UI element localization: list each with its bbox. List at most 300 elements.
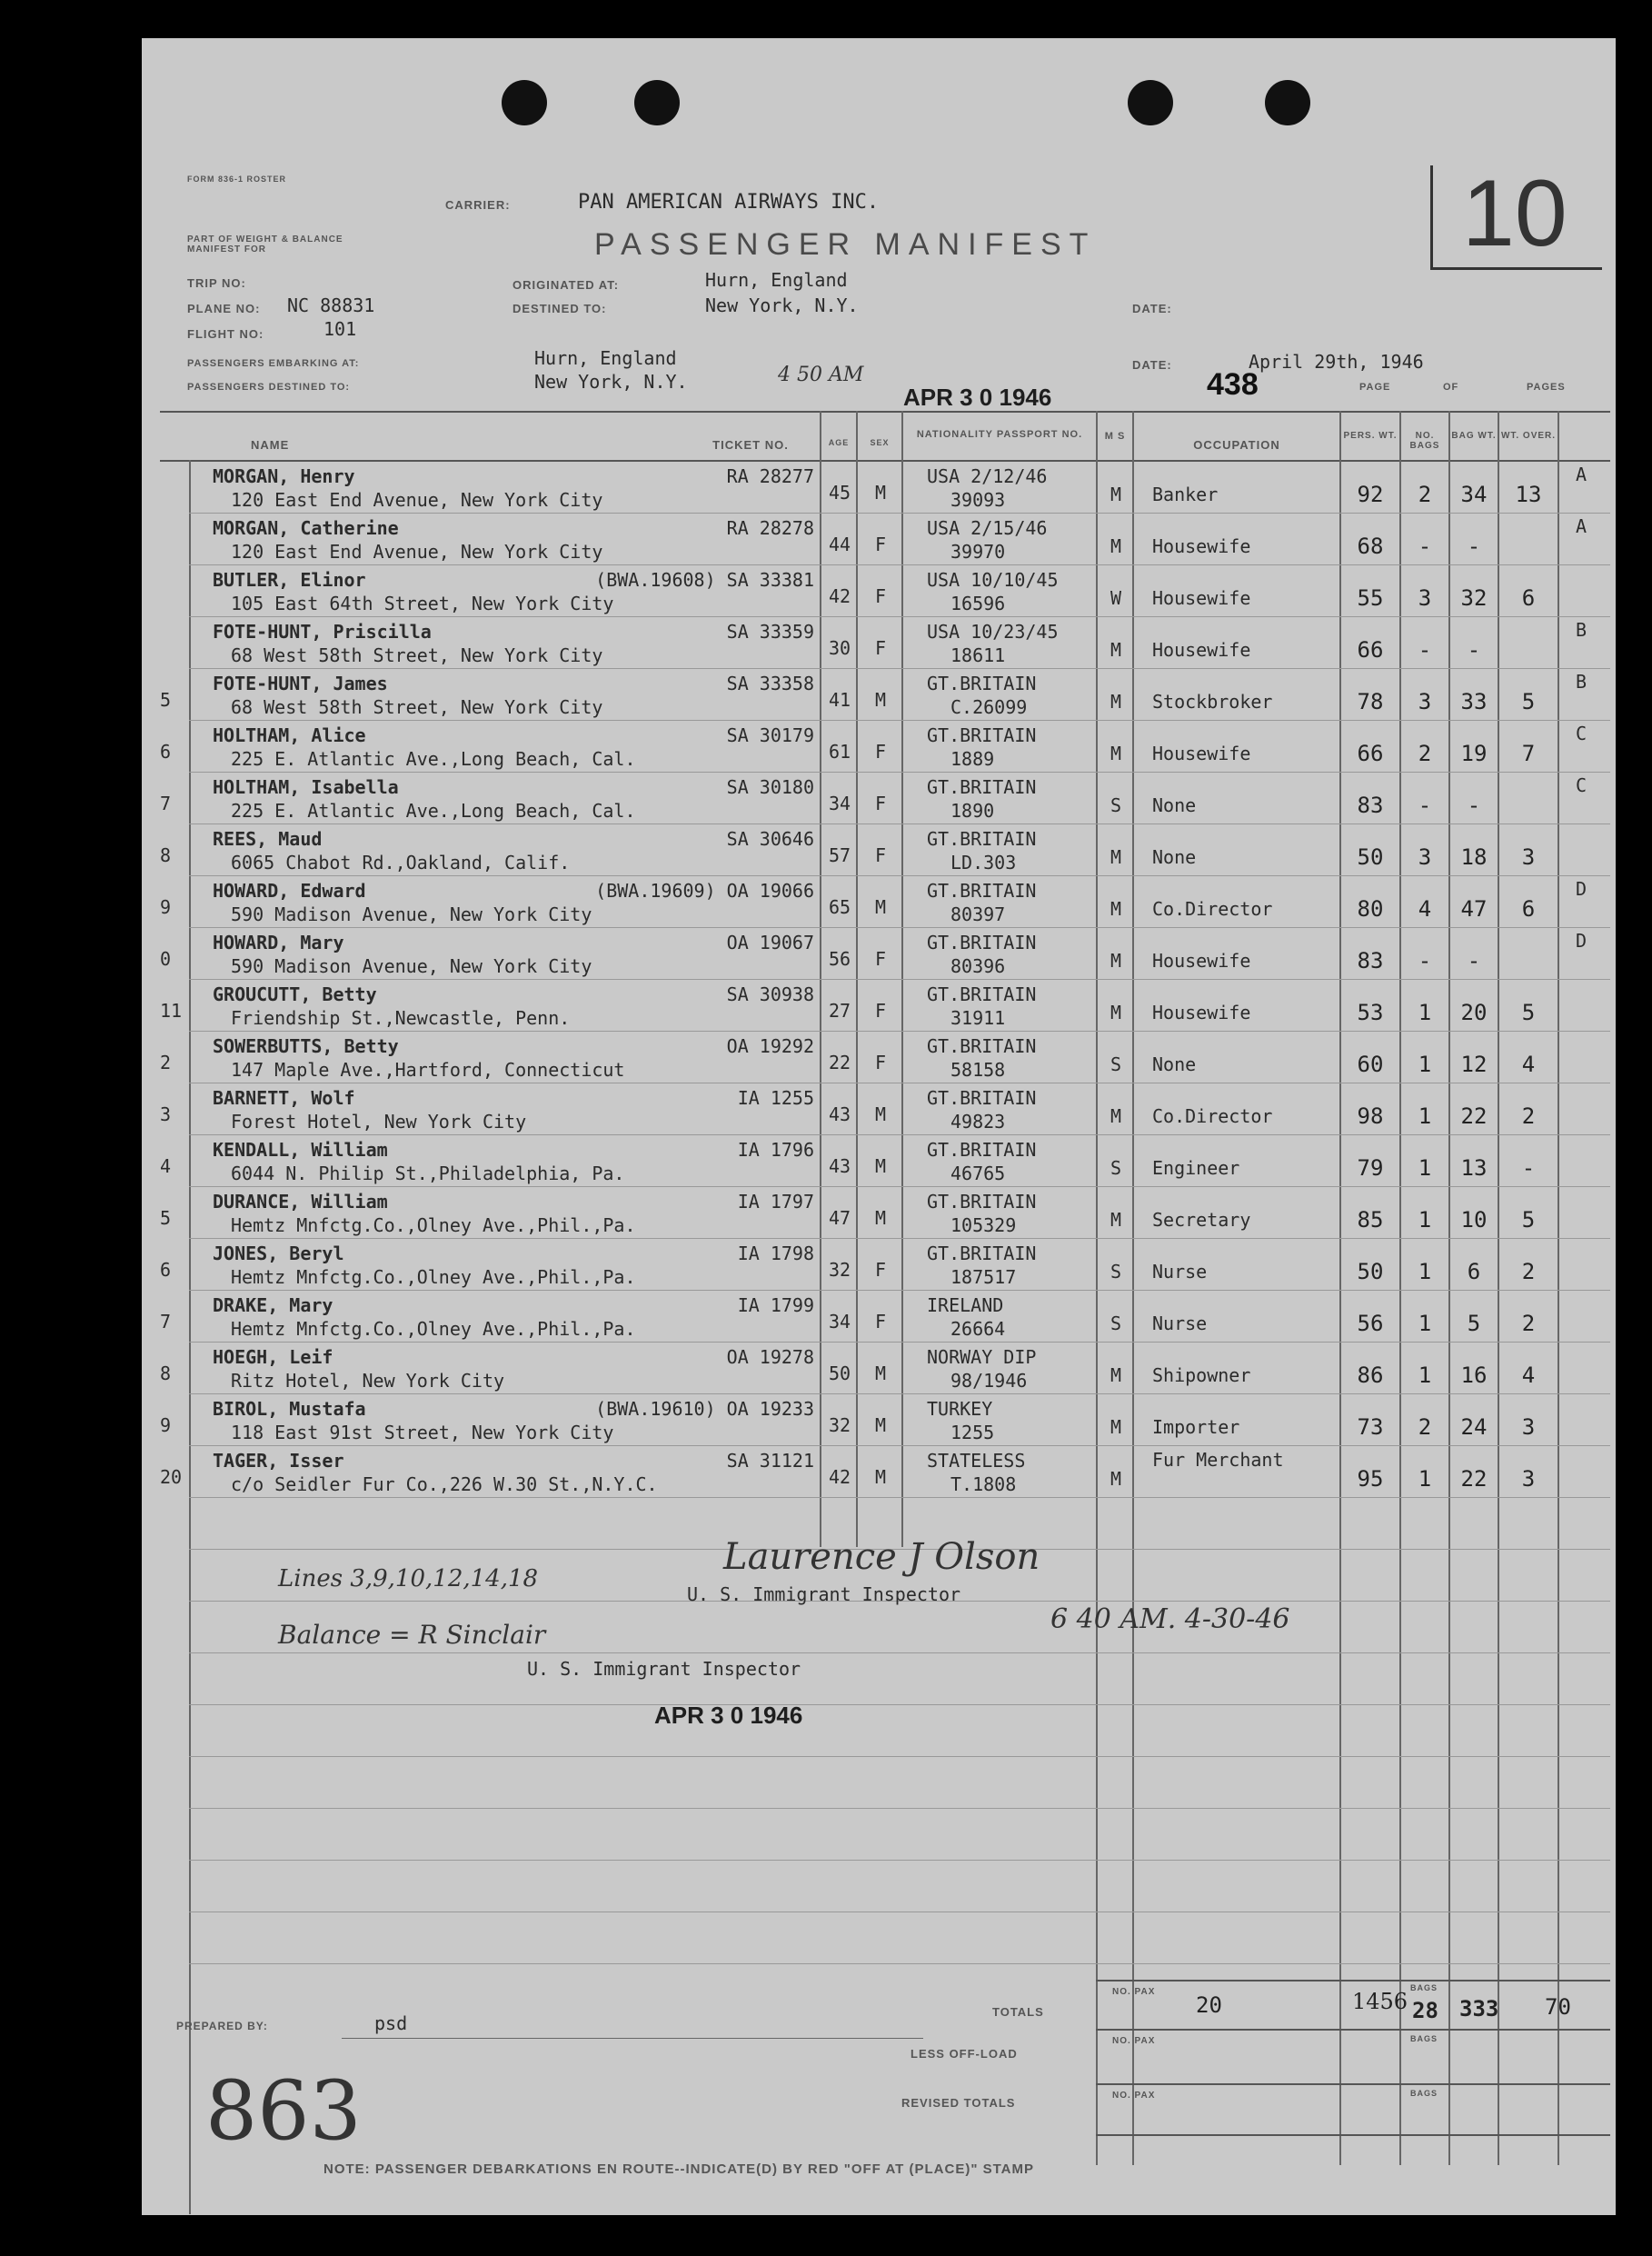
- no-bags: 1: [1418, 1103, 1432, 1129]
- plane-label: PLANE NO:: [187, 302, 261, 315]
- col-nationality: NATIONALITY PASSPORT NO.: [916, 429, 1083, 440]
- wt-over: 6: [1521, 896, 1536, 922]
- rule: [1498, 411, 1499, 2165]
- row-rule: [189, 979, 1610, 980]
- wt-over: 6: [1521, 585, 1536, 611]
- passport-number: 39970: [950, 541, 1006, 563]
- table-header-rule: [160, 460, 1610, 462]
- carrier-label: CARRIER:: [445, 198, 511, 212]
- totals-rule: [1096, 2083, 1610, 2085]
- less-offload-label: LESS OFF-LOAD: [911, 2047, 1018, 2061]
- passenger-address: Hemtz Mnfctg.Co.,Olney Ave.,Phil.,Pa.: [231, 1266, 636, 1288]
- bag-wt: -: [1467, 793, 1481, 818]
- trip-label: TRIP NO:: [187, 276, 246, 290]
- wt-over: 2: [1521, 1103, 1536, 1129]
- sex: F: [874, 741, 887, 763]
- occupation: Importer: [1152, 1416, 1240, 1438]
- row-number: 9: [160, 896, 172, 918]
- col-pers-wt: PERS. WT.: [1343, 431, 1398, 441]
- ticket-number: (BWA.19609) OA 19066: [595, 880, 814, 902]
- no-bags: 1: [1418, 1207, 1432, 1233]
- no-bags: 1: [1418, 1000, 1432, 1025]
- flight-label: FLIGHT NO:: [187, 327, 264, 341]
- rule: [1339, 411, 1341, 2165]
- nationality: GT.BRITAIN: [927, 1243, 1037, 1264]
- no-pax-label: NO. PAX: [1112, 2036, 1156, 2046]
- passenger-address: 120 East End Avenue, New York City: [231, 489, 603, 511]
- occupation: Stockbroker: [1152, 691, 1273, 713]
- marital-status: M: [1110, 484, 1122, 505]
- passport-number: 16596: [950, 593, 1006, 614]
- ticket-number: RA 28277: [726, 465, 814, 487]
- occupation: Housewife: [1152, 1002, 1251, 1023]
- bag-wt: 18: [1460, 844, 1488, 870]
- age: 30: [828, 637, 851, 659]
- occupation: None: [1152, 1053, 1197, 1075]
- pers-wt: 55: [1357, 585, 1384, 611]
- pers-wt: 50: [1357, 844, 1384, 870]
- row-number: 6: [160, 1259, 172, 1281]
- date2-value: April 29th, 1946: [1249, 351, 1424, 373]
- row-number: 7: [160, 1311, 172, 1333]
- marital-status: M: [1110, 898, 1122, 920]
- pers-wt: 56: [1357, 1311, 1384, 1336]
- marital-status: M: [1110, 1002, 1122, 1023]
- sex: F: [874, 1311, 887, 1333]
- col-name: NAME: [251, 438, 290, 452]
- row-number: 2: [160, 1052, 172, 1073]
- col-occupation: OCCUPATION: [1193, 438, 1280, 452]
- no-bags: 1: [1418, 1466, 1432, 1492]
- age: 45: [828, 482, 851, 504]
- passenger-name: BIROL, Mustafa: [213, 1398, 366, 1420]
- carrier-name: PAN AMERICAN AIRWAYS INC.: [578, 191, 880, 214]
- ticket-number: OA 19067: [726, 932, 814, 953]
- passenger-address: 105 East 64th Street, New York City: [231, 593, 614, 614]
- passenger-address: 225 E. Atlantic Ave.,Long Beach, Cal.: [231, 748, 636, 770]
- wt-over: -: [1521, 1155, 1536, 1181]
- row-rule: [189, 927, 1610, 928]
- no-pax-label: NO. PAX: [1112, 2091, 1156, 2101]
- ticket-number: OA 19292: [726, 1035, 814, 1057]
- passport-number: 105329: [950, 1214, 1017, 1236]
- wt-over: 5: [1521, 1207, 1536, 1233]
- passenger-name: HOEGH, Leif: [213, 1346, 333, 1368]
- nationality: TURKEY: [927, 1398, 993, 1420]
- nationality: USA 2/12/46: [927, 465, 1048, 487]
- no-bags: 4: [1418, 896, 1432, 922]
- nationality: GT.BRITAIN: [927, 983, 1037, 1005]
- pers-wt: 66: [1357, 741, 1384, 766]
- wt-over: 4: [1521, 1052, 1536, 1077]
- occupation: Engineer: [1152, 1157, 1240, 1179]
- nationality: USA 2/15/46: [927, 517, 1048, 539]
- row-number: 5: [160, 1207, 172, 1229]
- row-rule: [189, 668, 1610, 669]
- marital-status: S: [1110, 794, 1122, 816]
- nationality: IRELAND: [927, 1294, 1004, 1316]
- sex: F: [874, 948, 887, 970]
- passport-number: 49823: [950, 1111, 1006, 1133]
- passenger-name: FOTE-HUNT, Priscilla: [213, 621, 432, 643]
- ticket-number: SA 33358: [726, 673, 814, 694]
- nationality: GT.BRITAIN: [927, 1139, 1037, 1161]
- row-number: 11: [160, 1000, 183, 1022]
- nationality: NORWAY DIP: [927, 1346, 1037, 1368]
- nationality: GT.BRITAIN: [927, 1035, 1037, 1057]
- occupation: None: [1152, 846, 1197, 868]
- row-rule: [189, 772, 1610, 773]
- flight-number: 101: [323, 318, 357, 340]
- row-number: 4: [160, 1155, 172, 1177]
- row-mark: C: [1576, 774, 1587, 796]
- total-bag-wt: 333: [1459, 1996, 1499, 2021]
- pers-wt: 78: [1357, 689, 1384, 714]
- row-number: 0: [160, 948, 172, 970]
- wt-over: 3: [1521, 844, 1536, 870]
- row-rule: [189, 1290, 1610, 1291]
- age: 43: [828, 1103, 851, 1125]
- rule: [189, 460, 191, 2214]
- row-mark: B: [1576, 671, 1587, 693]
- ticket-number: OA 19278: [726, 1346, 814, 1368]
- row-number: 8: [160, 1363, 172, 1384]
- sex: M: [874, 1155, 887, 1177]
- occupation: None: [1152, 794, 1197, 816]
- col-ms: M S: [1104, 431, 1126, 442]
- ticket-number: SA 30180: [726, 776, 814, 798]
- sex: F: [874, 637, 887, 659]
- row-number: 20: [160, 1466, 183, 1488]
- sex: M: [874, 1103, 887, 1125]
- dest-label: PASSENGERS DESTINED TO:: [187, 382, 351, 393]
- wt-over: 4: [1521, 1363, 1536, 1388]
- wt-over: 5: [1521, 689, 1536, 714]
- passenger-name: JONES, Beryl: [213, 1243, 344, 1264]
- received-stamp: APR 3 0 1946: [903, 384, 1052, 411]
- row-rule: [189, 1756, 1610, 1757]
- pers-wt: 60: [1357, 1052, 1384, 1077]
- pers-wt: 83: [1357, 793, 1384, 818]
- punch-hole: [1128, 80, 1173, 125]
- row-rule: [189, 1238, 1610, 1239]
- bag-wt: 47: [1460, 896, 1488, 922]
- passport-number: 18611: [950, 644, 1006, 666]
- age: 42: [828, 1466, 851, 1488]
- row-rule: [189, 720, 1610, 721]
- page-label: PAGE: [1359, 382, 1391, 393]
- col-age: AGE: [828, 438, 850, 447]
- total-pers-wt: 1456: [1352, 1989, 1408, 2014]
- bag-wt: 19: [1460, 741, 1488, 766]
- sex: M: [874, 896, 887, 918]
- row-number: 5: [160, 689, 172, 711]
- occupation: Housewife: [1152, 950, 1251, 972]
- marital-status: M: [1110, 691, 1122, 713]
- ticket-number: SA 30646: [726, 828, 814, 850]
- occupation: Banker: [1152, 484, 1219, 505]
- bag-wt: 33: [1460, 689, 1488, 714]
- row-rule: [189, 1860, 1610, 1861]
- bag-wt: -: [1467, 534, 1481, 559]
- passenger-name: DURANCE, William: [213, 1191, 388, 1213]
- pers-wt: 98: [1357, 1103, 1384, 1129]
- passport-number: 46765: [950, 1163, 1006, 1184]
- age: 22: [828, 1052, 851, 1073]
- passenger-name: MORGAN, Catherine: [213, 517, 399, 539]
- ticket-number: IA 1799: [737, 1294, 814, 1316]
- revised-totals-label: REVISED TOTALS: [901, 2096, 1016, 2110]
- sex: F: [874, 1259, 887, 1281]
- nationality: GT.BRITAIN: [927, 880, 1037, 902]
- passport-number: 1889: [950, 748, 995, 770]
- total-bags: 28: [1412, 1998, 1438, 2023]
- passport-number: C.26099: [950, 696, 1028, 718]
- passport-number: 39093: [950, 489, 1006, 511]
- passport-number: 58158: [950, 1059, 1006, 1081]
- row-rule: [189, 1445, 1610, 1446]
- row-rule: [189, 1497, 1610, 1498]
- no-bags: 3: [1418, 689, 1432, 714]
- row-mark: B: [1576, 619, 1587, 641]
- date-label: DATE:: [1132, 302, 1172, 315]
- part-label: PART OF WEIGHT & BALANCE MANIFEST FOR: [187, 235, 343, 255]
- ticket-number: SA 30179: [726, 724, 814, 746]
- col-wt-over: WT. OVER.: [1500, 431, 1557, 441]
- no-bags: 3: [1418, 585, 1432, 611]
- age: 47: [828, 1207, 851, 1229]
- rule: [1096, 411, 1098, 2165]
- passenger-name: GROUCUTT, Betty: [213, 983, 377, 1005]
- passenger-address: Hemtz Mnfctg.Co.,Olney Ave.,Phil.,Pa.: [231, 1318, 636, 1340]
- bag-wt: -: [1467, 637, 1481, 663]
- row-mark: C: [1576, 723, 1587, 744]
- dest-value: New York, N.Y.: [534, 371, 688, 393]
- no-bags: -: [1418, 948, 1432, 973]
- passenger-name: TAGER, Isser: [213, 1450, 344, 1472]
- wt-over: 5: [1521, 1000, 1536, 1025]
- totals-rule: [1096, 1980, 1610, 1981]
- ticket-number: SA 33359: [726, 621, 814, 643]
- row-rule: [189, 1652, 1610, 1653]
- age: 57: [828, 844, 851, 866]
- embark-value: Hurn, England: [534, 347, 677, 369]
- rule: [1399, 411, 1401, 2165]
- bag-wt: 20: [1460, 1000, 1488, 1025]
- age: 34: [828, 793, 851, 814]
- rule: [1448, 411, 1450, 2165]
- sex: M: [874, 1207, 887, 1229]
- pers-wt: 79: [1357, 1155, 1384, 1181]
- nationality: USA 10/23/45: [927, 621, 1059, 643]
- time-note: 4 50 AM: [778, 364, 864, 386]
- bag-wt: -: [1467, 948, 1481, 973]
- nationality: USA 10/10/45: [927, 569, 1059, 591]
- page-number: 438: [1207, 367, 1259, 402]
- no-bags: 3: [1418, 844, 1432, 870]
- sex: F: [874, 585, 887, 607]
- sex: F: [874, 793, 887, 814]
- marital-status: S: [1110, 1053, 1122, 1075]
- pages-label: PAGES: [1527, 382, 1566, 393]
- pers-wt: 95: [1357, 1466, 1384, 1492]
- marital-status: W: [1110, 587, 1122, 609]
- age: 56: [828, 948, 851, 970]
- sex: F: [874, 534, 887, 555]
- col-ticket: TICKET NO.: [712, 438, 789, 452]
- nationality: GT.BRITAIN: [927, 828, 1037, 850]
- wt-over: 2: [1521, 1311, 1536, 1336]
- passenger-name: HOLTHAM, Isabella: [213, 776, 399, 798]
- marital-status: M: [1110, 846, 1122, 868]
- prepared-line: [342, 2038, 923, 2039]
- originated-label: ORIGINATED AT:: [513, 278, 620, 292]
- time-note-2: 6 40 AM. 4-30-46: [1050, 1603, 1290, 1635]
- occupation: Secretary: [1152, 1209, 1251, 1231]
- row-rule: [189, 875, 1610, 876]
- col-bag-wt: BAG WT.: [1451, 431, 1497, 441]
- marital-status: S: [1110, 1157, 1122, 1179]
- prepared-label: PREPARED BY:: [176, 2020, 268, 2032]
- row-number: 6: [160, 741, 172, 763]
- no-bags: 2: [1418, 1414, 1432, 1440]
- pers-wt: 53: [1357, 1000, 1384, 1025]
- bag-wt: 22: [1460, 1466, 1488, 1492]
- row-mark: D: [1576, 878, 1587, 900]
- ticket-number: SA 31121: [726, 1450, 814, 1472]
- corner-box: [1430, 161, 1602, 270]
- passenger-name: DRAKE, Mary: [213, 1294, 333, 1316]
- age: 44: [828, 534, 851, 555]
- sex: M: [874, 1414, 887, 1436]
- row-number: 3: [160, 1103, 172, 1125]
- row-rule: [189, 513, 1610, 514]
- passenger-name: BUTLER, Elinor: [213, 569, 366, 591]
- passport-number: LD.303: [950, 852, 1017, 873]
- passport-number: 80397: [950, 903, 1006, 925]
- passport-number: 1255: [950, 1422, 995, 1443]
- row-mark: A: [1576, 515, 1587, 537]
- marital-status: M: [1110, 1209, 1122, 1231]
- sex: M: [874, 689, 887, 711]
- bag-wt: 22: [1460, 1103, 1488, 1129]
- no-bags: 2: [1418, 482, 1432, 507]
- occupation: Fur Merchant: [1152, 1449, 1284, 1471]
- row-rule: [189, 1393, 1610, 1394]
- no-pax-label: NO. PAX: [1112, 1987, 1156, 1997]
- ticket-number: IA 1798: [737, 1243, 814, 1264]
- form-number: FORM 836-1 ROSTER: [187, 175, 287, 184]
- bag-wt: 5: [1467, 1311, 1481, 1336]
- row-rule: [189, 1963, 1610, 1964]
- pers-wt: 68: [1357, 534, 1384, 559]
- sex: F: [874, 1000, 887, 1022]
- wt-over: 3: [1521, 1466, 1536, 1492]
- age: 43: [828, 1155, 851, 1177]
- sex: M: [874, 1363, 887, 1384]
- balance-note: Balance = R Sinclair: [278, 1620, 546, 1650]
- age: 34: [828, 1311, 851, 1333]
- passport-number: 1890: [950, 800, 995, 822]
- passport-number: 26664: [950, 1318, 1006, 1340]
- sex: F: [874, 844, 887, 866]
- bag-wt: 13: [1460, 1155, 1488, 1181]
- wt-over: 2: [1521, 1259, 1536, 1284]
- row-rule: [189, 1342, 1610, 1343]
- punch-hole: [634, 80, 680, 125]
- marital-status: S: [1110, 1313, 1122, 1334]
- row-number: 9: [160, 1414, 172, 1436]
- page-title: PASSENGER MANIFEST: [594, 227, 1097, 262]
- totals-label: TOTALS: [992, 2005, 1044, 2019]
- table-top-rule: [160, 411, 1610, 413]
- marital-status: M: [1110, 1468, 1122, 1490]
- age: 61: [828, 741, 851, 763]
- row-rule: [189, 1808, 1610, 1809]
- passenger-name: HOLTHAM, Alice: [213, 724, 366, 746]
- ticket-number: (BWA.19608) SA 33381: [595, 569, 814, 591]
- originated-value: Hurn, England: [705, 269, 848, 291]
- totals-rule: [1096, 2029, 1610, 2031]
- destined-value: New York, N.Y.: [705, 294, 859, 316]
- pers-wt: 92: [1357, 482, 1384, 507]
- row-mark: A: [1576, 464, 1587, 485]
- passenger-address: 120 East End Avenue, New York City: [231, 541, 603, 563]
- prepared-by: psd: [374, 2012, 408, 2034]
- age: 41: [828, 689, 851, 711]
- bags-label: BAGS: [1410, 2089, 1438, 2098]
- no-bags: -: [1418, 534, 1432, 559]
- wt-over: 7: [1521, 741, 1536, 766]
- pers-wt: 86: [1357, 1363, 1384, 1388]
- pers-wt: 73: [1357, 1414, 1384, 1440]
- occupation: Co.Director: [1152, 898, 1273, 920]
- nationality: STATELESS: [927, 1450, 1026, 1472]
- ticket-number: IA 1797: [737, 1191, 814, 1213]
- nationality: GT.BRITAIN: [927, 1191, 1037, 1213]
- occupation: Housewife: [1152, 587, 1251, 609]
- total-pax: 20: [1196, 1992, 1222, 2018]
- ticket-number: IA 1255: [737, 1087, 814, 1109]
- age: 42: [828, 585, 851, 607]
- passenger-address: 118 East 91st Street, New York City: [231, 1422, 614, 1443]
- ticket-number: IA 1796: [737, 1139, 814, 1161]
- date2-label: DATE:: [1132, 358, 1172, 372]
- bag-wt: 12: [1460, 1052, 1488, 1077]
- embark-label: PASSENGERS EMBARKING AT:: [187, 358, 360, 369]
- no-bags: 1: [1418, 1155, 1432, 1181]
- lines-note: Lines 3,9,10,12,14,18: [278, 1565, 539, 1592]
- bag-wt: 34: [1460, 482, 1488, 507]
- rule: [1132, 411, 1134, 2165]
- corner-number: 10: [1462, 161, 1567, 266]
- ticket-number: (BWA.19610) OA 19233: [595, 1398, 814, 1420]
- age: 65: [828, 896, 851, 918]
- row-rule: [189, 1186, 1610, 1187]
- nationality: GT.BRITAIN: [927, 724, 1037, 746]
- sex: M: [874, 482, 887, 504]
- pers-wt: 66: [1357, 637, 1384, 663]
- marital-status: M: [1110, 639, 1122, 661]
- passenger-address: 68 West 58th Street, New York City: [231, 696, 603, 718]
- manifest-sheet: [142, 38, 1616, 2215]
- passenger-address: 225 E. Atlantic Ave.,Long Beach, Cal.: [231, 800, 636, 822]
- occupation: Co.Director: [1152, 1105, 1273, 1127]
- inspector-label-1: U. S. Immigrant Inspector: [687, 1583, 961, 1605]
- col-no-bags: NO. BAGS: [1409, 431, 1440, 451]
- no-bags: 2: [1418, 741, 1432, 766]
- passenger-name: FOTE-HUNT, James: [213, 673, 388, 694]
